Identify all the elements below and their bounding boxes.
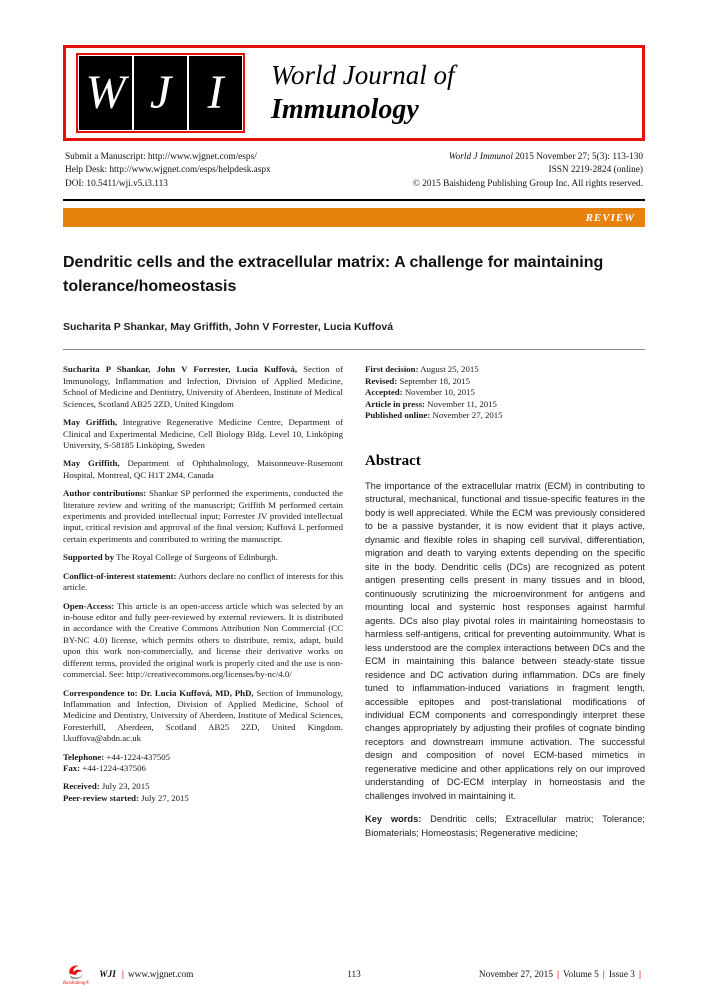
article-type-label: REVIEW bbox=[585, 211, 635, 224]
affiliation bbox=[63, 364, 343, 410]
article-in-press-date bbox=[365, 399, 645, 410]
conflict-of-interest bbox=[63, 571, 343, 594]
affiliation-text: Integrative Regenerative Medicine Centre, Department of Clinical and Experimental Medicine, Cell Biology Bldg. Level 10, Linköping University, S-58185 Linköping, Sweden bbox=[63, 417, 343, 450]
section-lead: Conflict-of-interest statement: bbox=[63, 570, 177, 581]
affiliation-authors: Sucharita P Shankar, John V Forrester, Lucia Kuffová, bbox=[63, 364, 298, 375]
page-number: 113 bbox=[347, 970, 361, 980]
date-lead: Accepted: bbox=[365, 387, 403, 398]
doi-line: DOI: 10.5411/wji.v5.i3.113 bbox=[65, 178, 168, 189]
published-online-date bbox=[365, 410, 645, 421]
left-column bbox=[63, 364, 343, 840]
received-date bbox=[63, 781, 343, 792]
article-title: Dendritic cells and the extracellular matrix: A challenge for maintaining tolerance/homeostasis bbox=[63, 254, 604, 296]
keywords-lead: Key words: bbox=[365, 814, 422, 825]
abstract-heading: Abstract bbox=[365, 452, 421, 469]
footer-date: November 27, 2015 bbox=[478, 970, 553, 980]
page-footer bbox=[63, 964, 645, 986]
copyright-line: © 2015 Baishideng Publishing Group Inc. All rights reserved. bbox=[412, 178, 643, 189]
divider-rule bbox=[63, 349, 645, 350]
section-text: Shankar SP performed the experiments, conducted the literature review and writing of the manuscript; Griffith M performed certain experiments and provided intellectual input; Forrester JV provided intellectual input, critical revision and approval of the final version; Kuffová L performed certain experiments and contributed to writing the manuscript. bbox=[63, 488, 344, 544]
date-value: November 27, 2015 bbox=[430, 410, 503, 421]
article-history-dates bbox=[365, 364, 645, 421]
submit-manuscript-line: Submit a Manuscript: http://www.wjgnet.com/esps/ bbox=[65, 152, 257, 162]
section-text: +44-1224-437505 bbox=[104, 751, 171, 762]
accepted-date bbox=[365, 387, 645, 398]
baishideng-logo bbox=[63, 964, 89, 986]
date-lead: First decision: bbox=[365, 364, 419, 375]
journal-title bbox=[271, 59, 455, 128]
section-lead: Open-Access: bbox=[63, 600, 115, 611]
issn-line: ISSN 2219-2824 (online) bbox=[548, 165, 643, 176]
journal-title-line2: Immunology bbox=[271, 94, 419, 126]
section-text: The Royal College of Surgeons of Edinburgh. bbox=[114, 552, 278, 563]
footer-issue: Issue 3 bbox=[608, 970, 635, 980]
wji-logo bbox=[76, 53, 245, 133]
logo-letter-i: I bbox=[189, 56, 242, 130]
section-lead: Author contributions: bbox=[63, 488, 147, 499]
baishideng-flame-icon bbox=[66, 964, 86, 980]
keywords-text: Dendritic cells; Extracellular matrix; Tolerance; Biomaterials; Homeostasis; Regenerative medicine; bbox=[365, 814, 645, 838]
section-text: Authors declare no conflict of interests for this article. bbox=[63, 570, 343, 593]
date-value: September 18, 2015 bbox=[397, 375, 471, 386]
keywords bbox=[365, 813, 645, 840]
article-type-banner bbox=[63, 208, 645, 227]
section-lead: Fax: bbox=[63, 763, 81, 774]
affiliation-text: Department of Ophthalmology, Maisonneuve-Rosemont Hospital, Montreal, QC H1T 2M4, Canada bbox=[63, 458, 343, 480]
date-value: August 25, 2015 bbox=[418, 364, 479, 375]
affiliation-authors: May Griffith, bbox=[63, 458, 120, 469]
section-lead: Telephone: bbox=[63, 751, 105, 762]
section-lead: Correspondence to: Dr. Lucia Kuffová, MD, PhD, bbox=[63, 687, 254, 698]
date-value: November 10, 2015 bbox=[402, 387, 475, 398]
citation-journal-name: World J Immunol bbox=[448, 152, 513, 162]
abstract-text: The importance of the extracellular matrix (ECM) in contributing to structural, mechanical, functional and tissue-specific features in the body is well appreciated. While the ECM was previously considered to be a passive bystander, it is now evident that it plays active, dynamic and flexible roles in shaping cell survival, differentiation, migration and death to varying extents depending on the specific site in the body. Dendritic cells (DCs) are recognized as potent antigen presenting cells present in many tissues and in blood, continuously scrutinizing the microenvironment for antigens and mounting local and systemic host responses against harmful agents. DCs also play pivotal roles in maintaining homeostasis to harmless self-antigens, critical for preventing autoimmunity. What is less understood are the complex interactions between DCs and the ECM in maintaining this balance between steady-state tissue residence and DC activation during inflammation. DCs are finely tuned to inflammation-induced variations in fragment length, accessible epitopes and post-translational modifications of individual ECM components and correspondingly interpret these changes appropriately by adjusting their profiles of cognate binding receptors and downstream immune activation. The successful design and composition of novel ECM-based mimetics in regenerative medicine and other applications rely on our improved understanding of DC-ECM interplay in homeostasis and the challenges involved in maintaining it. bbox=[365, 481, 645, 801]
logo-letter-j: J bbox=[134, 56, 187, 130]
author-contributions bbox=[63, 488, 343, 545]
submission-info bbox=[65, 151, 271, 191]
date-lead: Revised: bbox=[365, 375, 398, 386]
section-text: +44-1224-437506 bbox=[80, 763, 146, 774]
affiliation-text: Section of Immunology, Inflammation and Infection, Division of Applied Medicine, School of Medicine and Dentistry, University of Aberdeen, Institute of Medical Sciences, Scotland AB25 2ZD, United Kingdom bbox=[63, 364, 343, 409]
section-text: July 27, 2015 bbox=[138, 792, 189, 803]
affiliation bbox=[63, 458, 343, 481]
citation-details: 2015 November 27; 5(3): 113-130 bbox=[512, 152, 643, 162]
affiliation bbox=[63, 417, 343, 451]
section-lead: Peer-review started: bbox=[63, 792, 139, 803]
date-lead: Article in press: bbox=[365, 398, 425, 409]
journal-masthead bbox=[63, 45, 645, 141]
telephone bbox=[63, 752, 343, 763]
author-list: Sucharita P Shankar, May Griffith, John V Forrester, Lucia Kuffová bbox=[63, 321, 394, 334]
footer-journal-short: WJI bbox=[99, 970, 116, 980]
peer-review-started-date bbox=[63, 793, 343, 804]
fax bbox=[63, 763, 343, 774]
article-body bbox=[63, 364, 645, 840]
section-lead: Received: bbox=[63, 781, 100, 792]
supported-by bbox=[63, 552, 343, 563]
first-decision-date bbox=[365, 364, 645, 375]
date-lead: Published online: bbox=[365, 410, 431, 421]
affiliation-authors: May Griffith, bbox=[63, 417, 118, 428]
footer-separator: | bbox=[638, 970, 641, 980]
baishideng-logo-text: Baishideng® bbox=[63, 981, 90, 986]
help-desk-line: Help Desk: http://www.wjgnet.com/esps/helpdesk.aspx bbox=[65, 165, 271, 176]
footer-separator: | bbox=[556, 970, 560, 980]
footer-left bbox=[63, 964, 324, 986]
section-lead: Supported by bbox=[63, 552, 115, 563]
citation-line bbox=[413, 151, 643, 164]
publication-info-strip bbox=[63, 148, 645, 201]
correspondence bbox=[63, 688, 343, 745]
date-value: November 11, 2015 bbox=[424, 398, 497, 409]
footer-right bbox=[384, 970, 645, 980]
footer-website: www.wjgnet.com bbox=[127, 970, 194, 980]
footer-separator: | bbox=[121, 970, 124, 980]
open-access-statement bbox=[63, 601, 343, 681]
section-text: Section of Immunology, Inflammation and Infection, Division of Applied Medicine, School of Medicine and Dentistry, University of Aberdeen, Institute of Medical Sciences, Foresterhill, Aberdeen, Scotland AB25 2ZD, United Kingdom. l.kuffova@abdn.ac.uk bbox=[63, 687, 344, 744]
logo-letter-w: W bbox=[79, 56, 132, 130]
section-text: July 23, 2015 bbox=[99, 781, 150, 792]
footer-volume: Volume 5 bbox=[563, 970, 599, 980]
right-column bbox=[365, 364, 645, 840]
footer-separator: | bbox=[602, 970, 605, 980]
citation-info bbox=[413, 151, 643, 191]
section-text: This article is an open-access article which was selected by an in-house editor and fully peer-reviewed by external reviewers. It is distributed in accordance with the Creative Commons Attribution Non Commercial (CC BY-NC 4.0) license, which permits others to distribute, remix, adapt, build upon this work non-commercially, and license their derivative works on different terms, provided the original work is properly cited and the use is non-commercial. See: http://creativecommons.org/licenses/by-nc/4.0/ bbox=[63, 600, 343, 680]
revised-date bbox=[365, 376, 645, 387]
journal-title-line1: World Journal of bbox=[271, 59, 455, 90]
